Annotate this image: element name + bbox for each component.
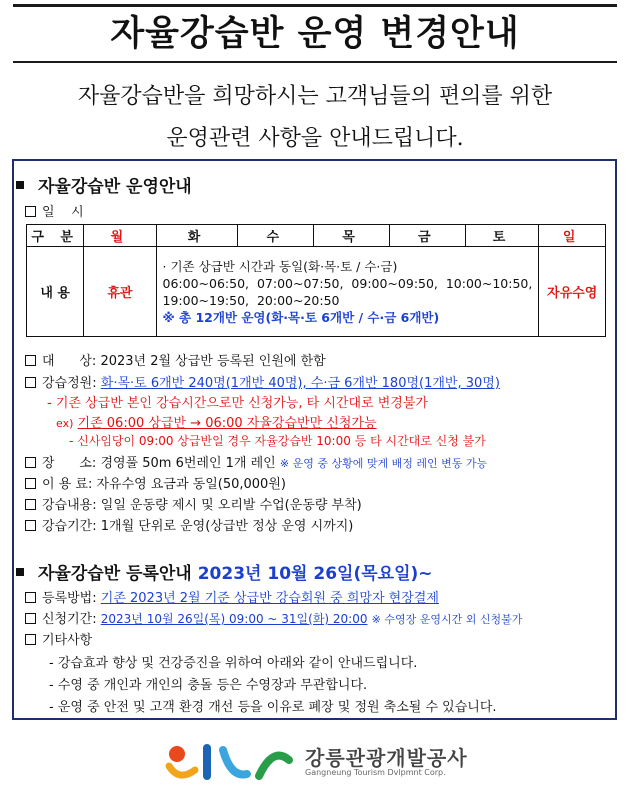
apply-row: 신청기간: 2023년 10월 26일(목) 09:00 ~ 31일(화) 20:00 ※ 수영장 운영시간 외 신청불가	[25, 608, 522, 627]
checkbox-icon	[25, 634, 36, 645]
company-logo	[165, 740, 468, 784]
registration-date: 2023년 10월 26일(목요일)~	[197, 564, 433, 584]
content-line: · 기존 상급반 시간과 동일(화·목·토 / 수·금)	[162, 258, 398, 274]
checkbox-icon	[25, 206, 36, 217]
table-row	[27, 247, 606, 337]
title-block	[13, 4, 617, 63]
row-label: 내 용	[27, 247, 84, 337]
logo-subtitle: Gangneung Tourism Dvlpmnt Corp.	[305, 768, 446, 777]
table-header-cell: 화	[156, 225, 238, 247]
content-line: ※ 총 12개반 운영(화·목·토 6개반 / 수·금 6개반)	[162, 309, 440, 325]
checkbox-icon	[25, 457, 36, 468]
content-line: 19:00~19:50, 20:00~20:50	[162, 292, 340, 308]
intro-line-1: 자율강습반을 희망하시는 고객님들의 편의를 위한	[77, 84, 553, 109]
method-row: 등록방법: 기존 2023년 2월 기준 상급반 강습회원 중 희망자 현장결제	[25, 587, 439, 606]
note-1: - 기존 상급반 본인 강습시간으로만 신청가능, 타 시간대로 변경불가	[47, 396, 428, 411]
table-header-cell: 일	[539, 225, 606, 247]
table-header-cell: 구 분	[27, 225, 84, 247]
table-header-cell: 월	[84, 225, 156, 247]
sunday-cell: 자유수영	[539, 247, 606, 337]
etc-note-3: - 운영 중 안전 및 고객 환경 개선 등을 이유로 폐장 및 정원 축소될 수 있습니다.	[49, 700, 497, 715]
checkbox-icon	[25, 592, 36, 603]
checkbox-icon	[25, 377, 36, 388]
note-2: ex) 기존 06:00 상급반 → 06:00 자율강습반만 신청가능	[56, 416, 377, 431]
etc-note-2: - 수영 중 개인과 개인의 충돌 등은 수영장과 무관합니다.	[49, 678, 368, 693]
logo-name: 강릉관광개발공사	[305, 746, 468, 770]
section1-heading: 자율강습반 운영안내	[16, 172, 192, 197]
intro-text	[0, 76, 630, 160]
note-3: - 신사임당이 09:00 상급반일 경우 자율강습반 10:00 등 타 시간대로 신청 불가	[69, 434, 486, 448]
monday-cell: 휴관	[84, 247, 156, 337]
table-header-cell: 수	[238, 225, 314, 247]
checkbox-icon	[25, 355, 36, 366]
lesson-content-row: 강습내용: 일일 운동량 제시 및 오리발 수업(운동량 부착)	[25, 494, 362, 513]
table-header-cell: 토	[465, 225, 539, 247]
square-bullet-icon	[16, 568, 24, 576]
schedule-label-row: 일 시	[25, 201, 84, 220]
checkbox-icon	[25, 613, 36, 624]
schedule-table	[26, 224, 606, 337]
table-header-row	[27, 225, 606, 247]
table-header-cell: 목	[314, 225, 390, 247]
page-title: 자율강습반 운영 변경안내	[110, 14, 520, 54]
etc-row: 기타사항	[25, 629, 92, 648]
checkbox-icon	[25, 520, 36, 531]
target-row: 대 상: 2023년 2월 상급반 등록된 인원에 한함	[25, 350, 326, 369]
fee-row: 이 용 료: 자유수영 요금과 동일(50,000원)	[25, 473, 286, 492]
content-cell	[156, 247, 539, 337]
content-line: 06:00~06:50, 07:00~07:50, 09:00~09:50, 10:00~10:50,	[162, 275, 533, 291]
period-row: 강습기간: 1개월 단위로 운영(상급반 정상 운영 시까지)	[25, 515, 353, 534]
checkbox-icon	[25, 478, 36, 489]
title-bottom-rule	[13, 61, 617, 63]
table-header-cell: 금	[389, 225, 465, 247]
intro-line-2: 운영관련 사항을 안내드립니다.	[166, 126, 464, 151]
logo-mark-icon	[165, 740, 297, 784]
section2-heading: 자율강습반 등록안내 2023년 10월 26일(목요일)~	[16, 559, 433, 584]
etc-note-1: - 강습효과 향상 및 건강증진을 위하여 아래와 같이 안내드립니다.	[49, 656, 418, 671]
square-bullet-icon	[16, 181, 24, 189]
checkbox-icon	[25, 499, 36, 510]
capacity-row: 강습정원: 화·목·토 6개반 240명(1개반 40명), 수·금 6개반 180명(1개반, 30명)	[25, 372, 500, 391]
place-row: 장 소: 경영풀 50m 6번레인 1개 레인 ※ 운영 중 상황에 맞게 배정 레인 변동 가능	[25, 452, 487, 471]
